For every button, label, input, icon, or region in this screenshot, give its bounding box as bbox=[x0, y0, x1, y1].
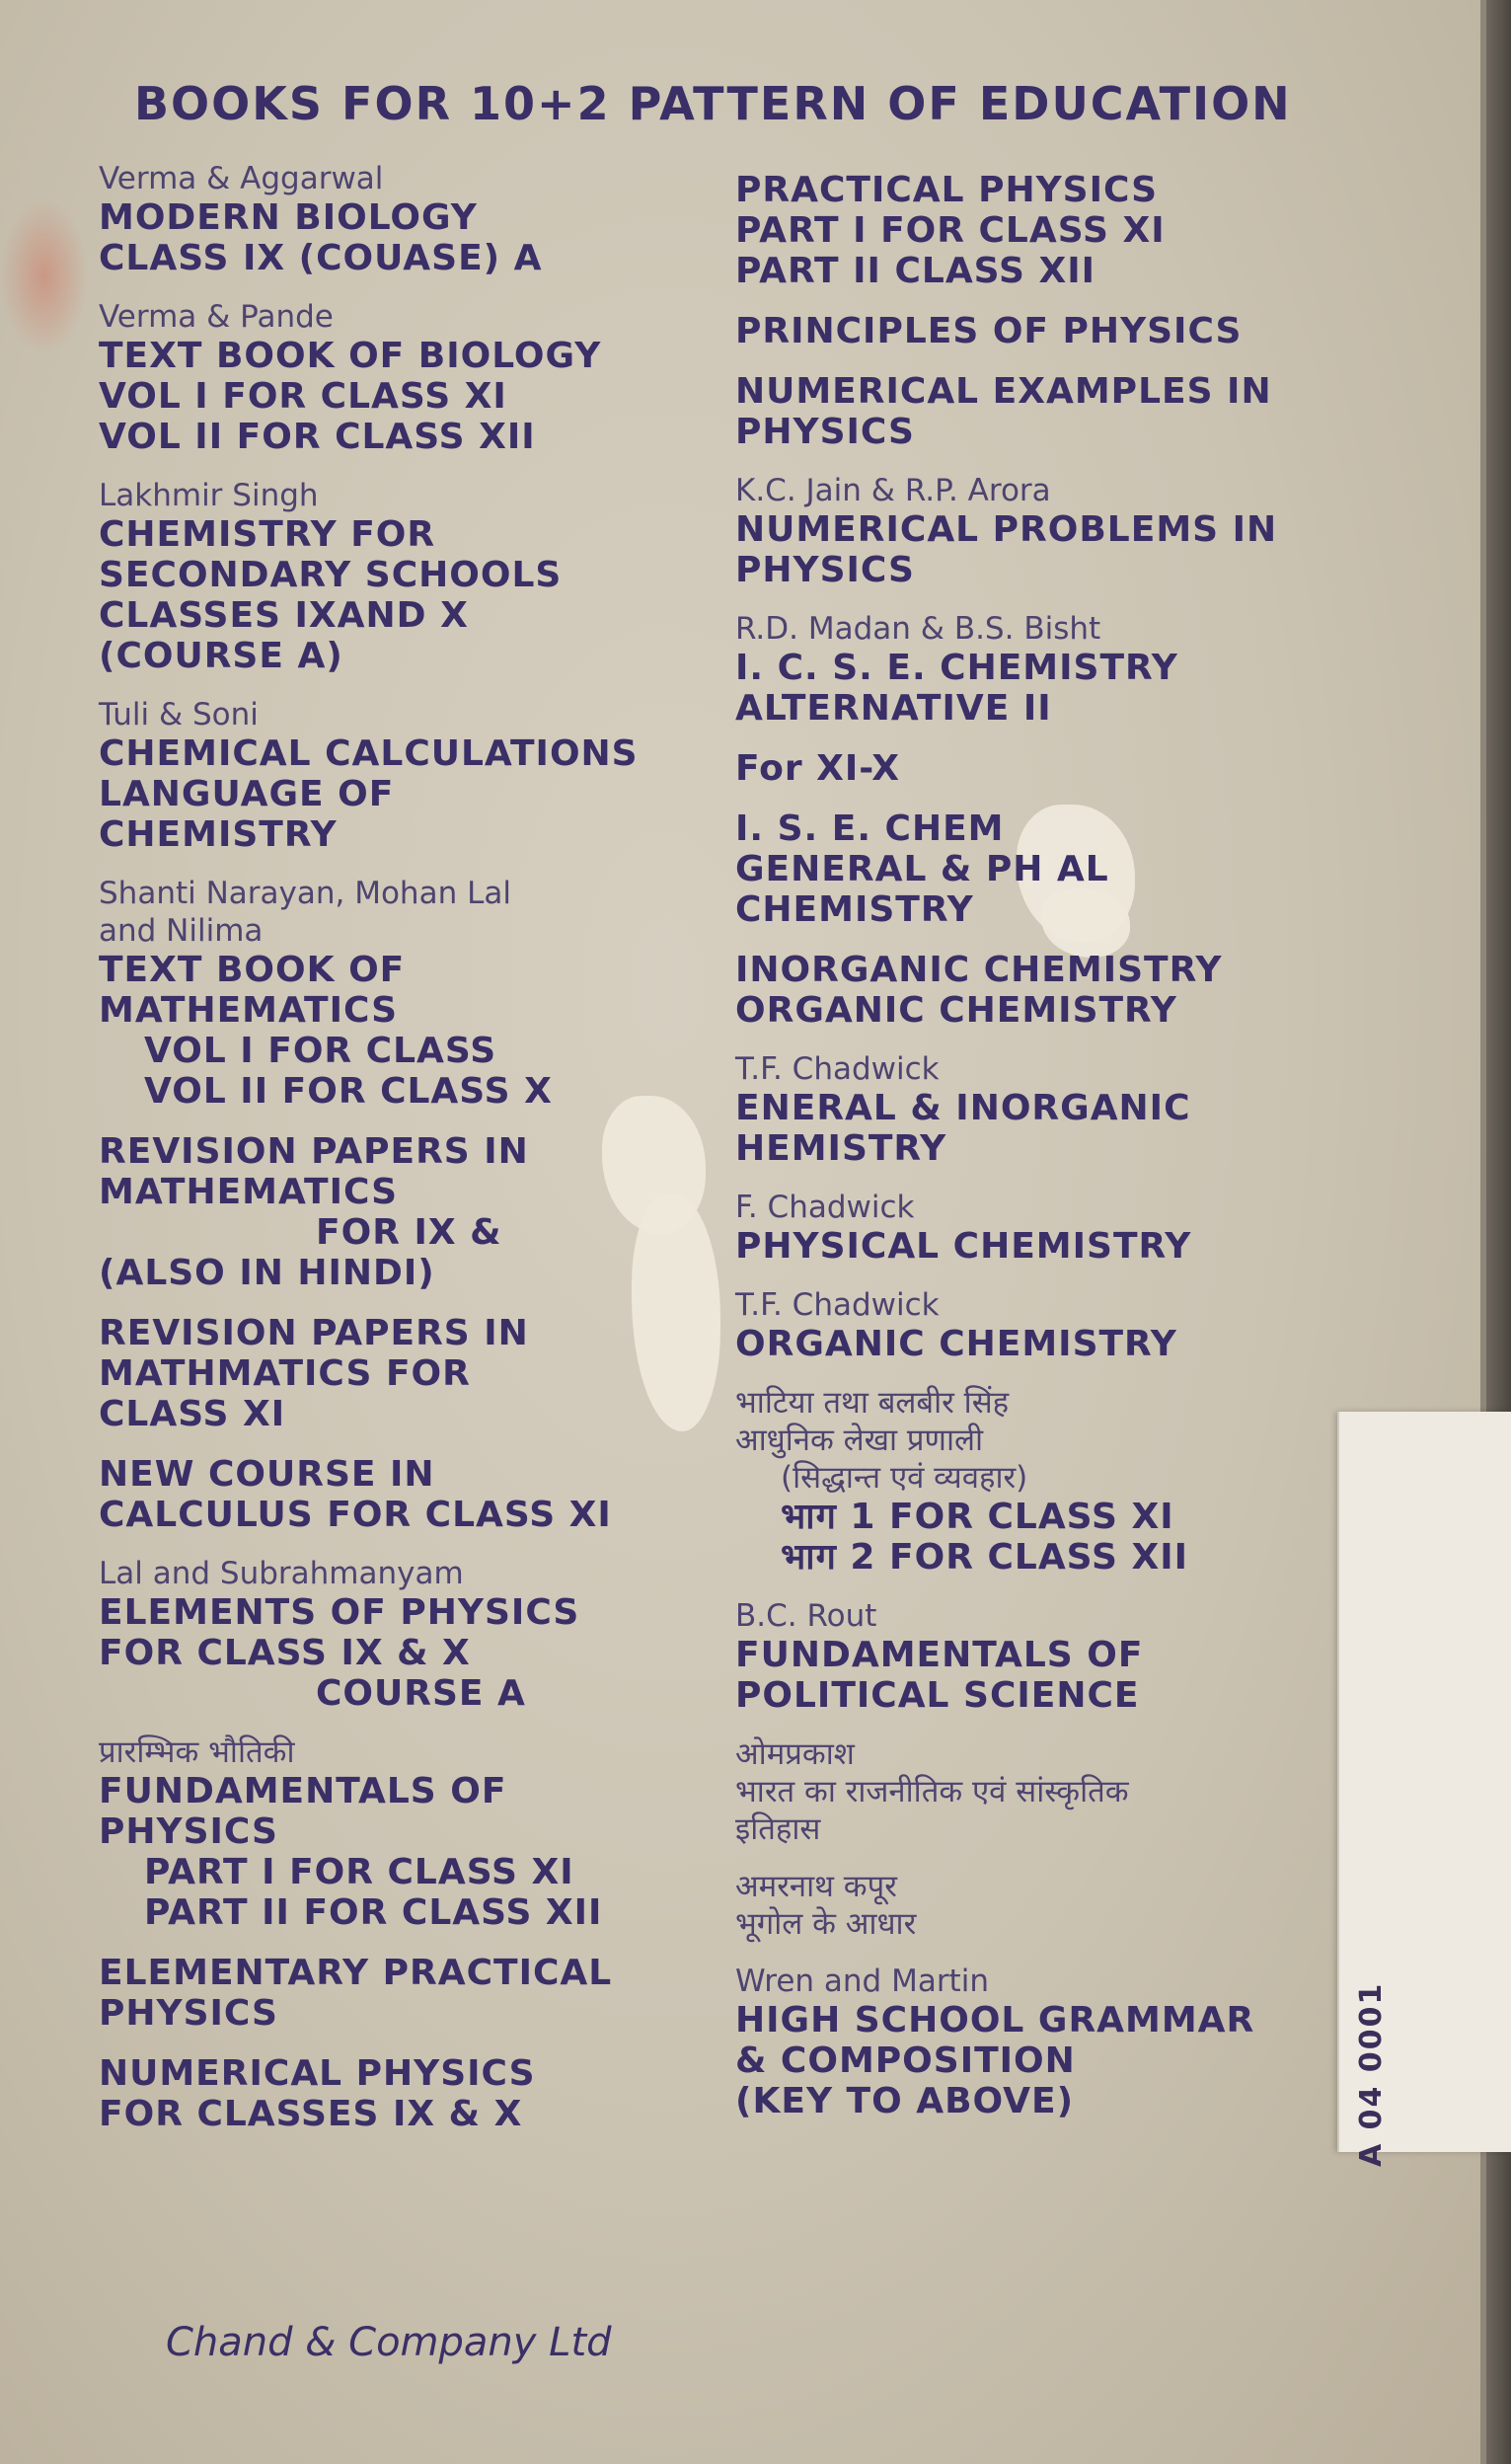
left-book-list bbox=[99, 160, 730, 2154]
book-title: I. C. S. E. CHEMISTRY bbox=[735, 648, 1178, 688]
book-course: COURSE A bbox=[316, 1673, 526, 1714]
book-title: SECONDARY SCHOOLS bbox=[99, 555, 563, 595]
book-author: B.C. Rout bbox=[735, 1598, 877, 1634]
book-title: CHEMISTRY FOR bbox=[99, 514, 436, 555]
book-entry bbox=[735, 170, 1347, 291]
book-entry bbox=[99, 160, 730, 278]
book-entry bbox=[735, 1597, 1347, 1716]
book-author: Tuli & Soni bbox=[99, 697, 259, 732]
book-title: (COURSE A) bbox=[99, 636, 343, 676]
book-entry bbox=[735, 808, 1347, 930]
book-title: PART II CLASS XII bbox=[735, 251, 1095, 291]
book-title: CALCULUS FOR CLASS XI bbox=[99, 1495, 612, 1535]
book-title: NUMERICAL PHYSICS bbox=[99, 2053, 536, 2094]
book-entry bbox=[735, 610, 1347, 729]
book-subtitle: (सिद्धान्त एवं व्यवहार) bbox=[781, 1460, 1028, 1496]
book-entry bbox=[99, 1131, 730, 1293]
book-author: Wren and Martin bbox=[735, 1964, 989, 1999]
book-author: ओमप्रकाश bbox=[735, 1736, 855, 1772]
book-title: FUNDAMENTALS OF bbox=[99, 1771, 507, 1811]
book-entry bbox=[735, 1286, 1347, 1364]
book-author: T.F. Chadwick bbox=[735, 1287, 940, 1323]
book-entry bbox=[99, 298, 730, 457]
publisher-name: Chand & Company Ltd bbox=[166, 2320, 612, 2365]
book-author: Shanti Narayan, Mohan Lal bbox=[99, 876, 511, 911]
book-title: CHEMICAL CALCULATIONS bbox=[99, 733, 639, 774]
book-title: PHYSICS bbox=[735, 550, 915, 590]
book-title: CHEMISTRY bbox=[99, 814, 338, 855]
book-entry bbox=[99, 1555, 730, 1714]
book-entry bbox=[735, 1384, 1347, 1578]
book-title: ORGANIC CHEMISTRY bbox=[735, 990, 1177, 1031]
book-author: and Nilima bbox=[99, 913, 264, 949]
book-title: PART I FOR CLASS XI bbox=[735, 210, 1166, 251]
book-title: NUMERICAL PROBLEMS IN bbox=[735, 509, 1278, 550]
book-title: INORGANIC CHEMISTRY bbox=[735, 950, 1223, 990]
book-author: Verma & Pande bbox=[99, 299, 334, 335]
book-title: ELEMENTARY PRACTICAL bbox=[99, 1953, 613, 1993]
book-title: PHYSICAL CHEMISTRY bbox=[735, 1226, 1192, 1267]
book-title: PRACTICAL PHYSICS bbox=[735, 170, 1159, 210]
book-title: HIGH SCHOOL GRAMMAR bbox=[735, 2000, 1255, 2040]
book-title: VOL II FOR CLASS XII bbox=[99, 417, 536, 457]
book-title: MATHMATICS FOR bbox=[99, 1353, 471, 1394]
book-entry bbox=[99, 875, 730, 1112]
book-volume: भाग 1 FOR CLASS XI bbox=[781, 1497, 1174, 1537]
book-title: MATHEMATICS bbox=[99, 1172, 399, 1212]
book-entry bbox=[735, 950, 1347, 1031]
book-author: Verma & Aggarwal bbox=[99, 161, 384, 196]
book-volume: भाग 2 FOR CLASS XII bbox=[781, 1537, 1189, 1578]
book-title: ALTERNATIVE II bbox=[735, 688, 1052, 729]
book-entry bbox=[99, 2053, 730, 2134]
book-author: R.D. Madan & B.S. Bisht bbox=[735, 611, 1101, 647]
book-title: FOR CLASSES IX & X bbox=[99, 2094, 523, 2134]
catalog-code: A 04 0001 bbox=[1354, 1981, 1389, 2167]
book-title: NEW COURSE IN bbox=[99, 1454, 435, 1495]
book-note: (ALSO IN HINDI) bbox=[99, 1253, 435, 1293]
book-title: PRINCIPLES OF PHYSICS bbox=[735, 311, 1243, 351]
book-volume: VOL II FOR CLASS X bbox=[144, 1071, 553, 1112]
book-author: भूगोल के आधार bbox=[735, 1906, 917, 1942]
book-entry bbox=[99, 1733, 730, 1933]
book-title: VOL I FOR CLASS XI bbox=[99, 376, 507, 417]
book-entry bbox=[735, 371, 1347, 452]
book-entry bbox=[735, 1868, 1347, 1943]
book-author: F. Chadwick bbox=[735, 1190, 915, 1225]
book-title: PHYSICS bbox=[99, 1811, 278, 1852]
book-title: NUMERICAL EXAMPLES IN bbox=[735, 371, 1272, 412]
book-title: MODERN BIOLOGY bbox=[99, 197, 478, 238]
book-author: प्रारम्भिक भौतिकी bbox=[99, 1734, 295, 1770]
book-volume: PART II FOR CLASS XII bbox=[144, 1892, 603, 1933]
book-author: T.F. Chadwick bbox=[735, 1051, 940, 1087]
book-title: ELEMENTS OF PHYSICS bbox=[99, 1592, 580, 1633]
book-author: भारत का राजनीतिक एवं सांस्कृतिक bbox=[735, 1774, 1129, 1810]
book-author: Lal and Subrahmanyam bbox=[99, 1556, 464, 1591]
book-title: REVISION PAPERS IN bbox=[99, 1313, 529, 1353]
book-author: Lakhmir Singh bbox=[99, 478, 319, 513]
red-stain bbox=[0, 197, 89, 355]
book-volume: VOL I FOR CLASS bbox=[144, 1031, 497, 1071]
book-entry bbox=[735, 1189, 1347, 1267]
book-title: ENERAL & INORGANIC bbox=[735, 1088, 1191, 1128]
book-entry bbox=[99, 1454, 730, 1535]
book-title: I. S. E. CHEM bbox=[735, 808, 1005, 849]
book-title: GENERAL & PH AL bbox=[735, 849, 1109, 889]
right-book-list bbox=[735, 170, 1347, 2141]
book-author: इतिहास bbox=[735, 1811, 821, 1847]
book-title: HEMISTRY bbox=[735, 1128, 947, 1169]
book-title: FUNDAMENTALS OF bbox=[735, 1635, 1144, 1675]
book-author: अमरनाथ कपूर bbox=[735, 1869, 897, 1904]
book-entry bbox=[735, 1050, 1347, 1169]
book-entry bbox=[735, 748, 1347, 789]
book-title: TEXT BOOK OF BIOLOGY bbox=[99, 336, 602, 376]
book-title: MATHEMATICS bbox=[99, 990, 399, 1031]
book-author: भाटिया तथा बलबीर सिंह bbox=[735, 1385, 1010, 1421]
book-entry bbox=[99, 1953, 730, 2034]
book-title: POLITICAL SCIENCE bbox=[735, 1675, 1140, 1716]
book-title: CLASS IX (COUASE) A bbox=[99, 238, 543, 278]
book-entry bbox=[735, 1963, 1347, 2121]
book-title: PHYSICS bbox=[99, 1993, 278, 2034]
book-author: आधुनिक लेखा प्रणाली bbox=[735, 1423, 984, 1458]
book-title: ORGANIC CHEMISTRY bbox=[735, 1324, 1177, 1364]
book-title: (KEY TO ABOVE) bbox=[735, 2081, 1075, 2121]
book-entry bbox=[735, 311, 1347, 351]
book-entry bbox=[99, 1313, 730, 1434]
book-title: FOR CLASS IX & X bbox=[99, 1633, 471, 1673]
book-title: CHEMISTRY bbox=[735, 889, 974, 930]
book-title: CLASS XI bbox=[99, 1394, 286, 1434]
book-author: K.C. Jain & R.P. Arora bbox=[735, 473, 1051, 508]
book-title: PHYSICS bbox=[735, 412, 915, 452]
book-title: TEXT BOOK OF bbox=[99, 950, 406, 990]
book-volume: PART I FOR CLASS XI bbox=[144, 1852, 574, 1892]
book-entry bbox=[735, 1735, 1347, 1848]
book-title: CLASSES IXAND X bbox=[99, 595, 469, 636]
book-title: REVISION PAPERS IN bbox=[99, 1131, 529, 1172]
book-entry bbox=[735, 472, 1347, 590]
book-title: & COMPOSITION bbox=[735, 2040, 1076, 2081]
book-entry bbox=[99, 477, 730, 676]
page-title: BOOKS FOR 10+2 PATTERN OF EDUCATION bbox=[134, 77, 1292, 130]
book-title: For XI-X bbox=[735, 748, 901, 789]
book-title: LANGUAGE OF bbox=[99, 774, 395, 814]
book-course: FOR IX & bbox=[316, 1212, 502, 1253]
book-entry bbox=[99, 696, 730, 855]
